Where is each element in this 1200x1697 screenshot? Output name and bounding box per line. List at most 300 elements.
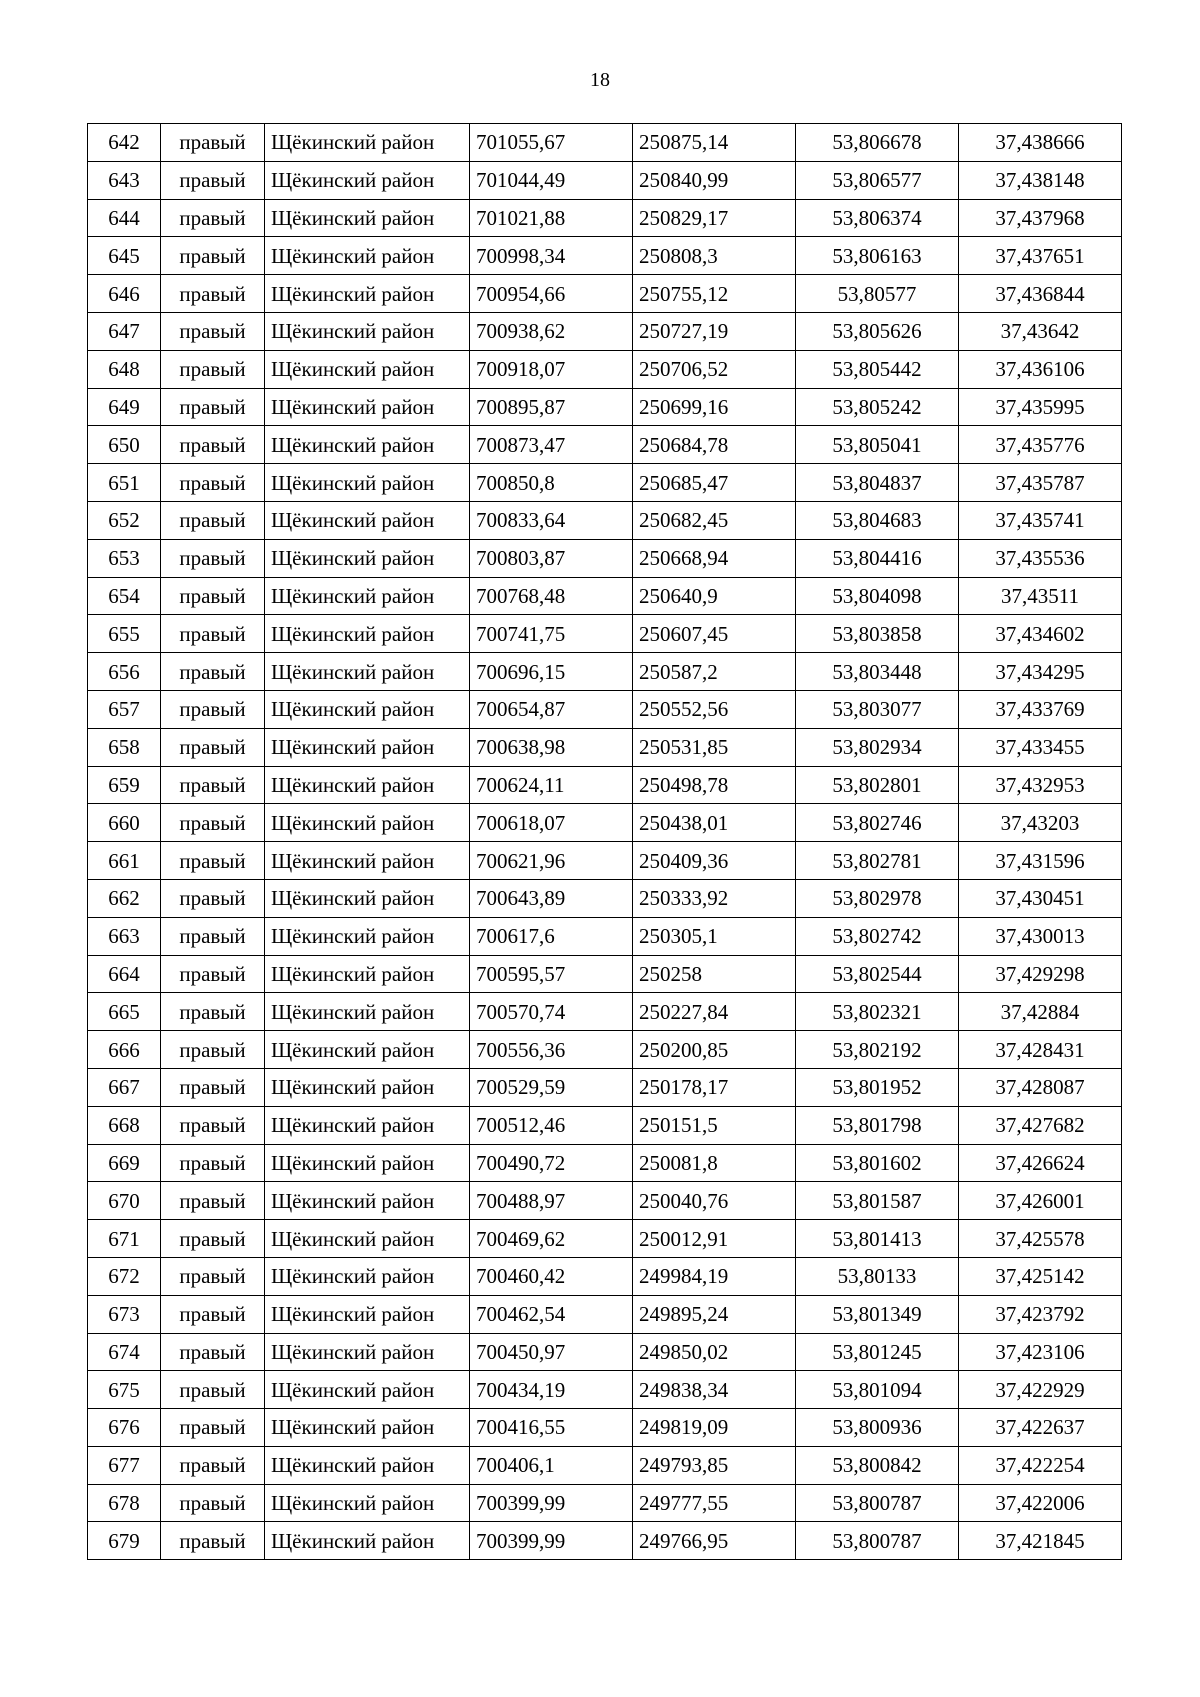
coord-y-cell: 250685,47 [633,464,796,502]
table-row [88,804,1122,842]
latitude-cell: 53,802801 [796,766,959,804]
latitude-cell: 53,804683 [796,501,959,539]
district-cell: Щёкинский район [265,124,470,162]
point-number-cell: 668 [88,1106,161,1144]
bank-side-cell: правый [161,350,265,388]
point-number-cell: 646 [88,275,161,313]
bank-side-cell: правый [161,312,265,350]
point-number-cell: 671 [88,1220,161,1258]
bank-side-cell: правый [161,501,265,539]
point-number-cell: 677 [88,1446,161,1484]
district-cell: Щёкинский район [265,464,470,502]
latitude-cell: 53,801094 [796,1371,959,1409]
point-number-cell: 653 [88,539,161,577]
coord-y-cell: 250178,17 [633,1068,796,1106]
coord-x-cell: 701021,88 [470,199,633,237]
bank-side-cell: правый [161,653,265,691]
coord-x-cell: 700460,42 [470,1257,633,1295]
district-cell: Щёкинский район [265,615,470,653]
district-cell: Щёкинский район [265,804,470,842]
district-cell: Щёкинский район [265,955,470,993]
coord-y-cell: 250040,76 [633,1182,796,1220]
point-number-cell: 670 [88,1182,161,1220]
bank-side-cell: правый [161,1068,265,1106]
point-number-cell: 676 [88,1409,161,1447]
latitude-cell: 53,800787 [796,1522,959,1560]
coord-x-cell: 700434,19 [470,1371,633,1409]
district-cell: Щёкинский район [265,1144,470,1182]
longitude-cell: 37,433769 [959,690,1122,728]
longitude-cell: 37,423792 [959,1295,1122,1333]
bank-side-cell: правый [161,766,265,804]
coord-y-cell: 250840,99 [633,161,796,199]
table-row [88,1182,1122,1220]
table-row [88,312,1122,350]
latitude-cell: 53,800842 [796,1446,959,1484]
point-number-cell: 667 [88,1068,161,1106]
point-number-cell: 666 [88,1031,161,1069]
coord-y-cell: 250258 [633,955,796,993]
longitude-cell: 37,425142 [959,1257,1122,1295]
district-cell: Щёкинский район [265,312,470,350]
longitude-cell: 37,43203 [959,804,1122,842]
longitude-cell: 37,42884 [959,993,1122,1031]
table-row [88,1446,1122,1484]
latitude-cell: 53,801245 [796,1333,959,1371]
latitude-cell: 53,801349 [796,1295,959,1333]
point-number-cell: 659 [88,766,161,804]
table-row [88,1068,1122,1106]
coord-y-cell: 249793,85 [633,1446,796,1484]
point-number-cell: 642 [88,124,161,162]
longitude-cell: 37,438148 [959,161,1122,199]
bank-side-cell: правый [161,539,265,577]
coord-x-cell: 700621,96 [470,842,633,880]
longitude-cell: 37,43511 [959,577,1122,615]
latitude-cell: 53,805242 [796,388,959,426]
coord-x-cell: 700918,07 [470,350,633,388]
latitude-cell: 53,805626 [796,312,959,350]
coord-x-cell: 700462,54 [470,1295,633,1333]
district-cell: Щёкинский район [265,1333,470,1371]
table-row [88,464,1122,502]
district-cell: Щёкинский район [265,1446,470,1484]
longitude-cell: 37,428087 [959,1068,1122,1106]
longitude-cell: 37,425578 [959,1220,1122,1258]
bank-side-cell: правый [161,1295,265,1333]
bank-side-cell: правый [161,1484,265,1522]
latitude-cell: 53,802742 [796,917,959,955]
table-row [88,917,1122,955]
latitude-cell: 53,80577 [796,275,959,313]
longitude-cell: 37,434295 [959,653,1122,691]
latitude-cell: 53,802978 [796,879,959,917]
bank-side-cell: правый [161,804,265,842]
bank-side-cell: правый [161,1220,265,1258]
district-cell: Щёкинский район [265,577,470,615]
bank-side-cell: правый [161,464,265,502]
point-number-cell: 658 [88,728,161,766]
district-cell: Щёкинский район [265,1182,470,1220]
district-cell: Щёкинский район [265,199,470,237]
bank-side-cell: правый [161,388,265,426]
table-row [88,1106,1122,1144]
coord-x-cell: 700741,75 [470,615,633,653]
table-row [88,426,1122,464]
latitude-cell: 53,800936 [796,1409,959,1447]
table-body [88,124,1122,1560]
longitude-cell: 37,435995 [959,388,1122,426]
coord-x-cell: 700654,87 [470,690,633,728]
table-row [88,161,1122,199]
coord-x-cell: 700643,89 [470,879,633,917]
coord-y-cell: 250012,91 [633,1220,796,1258]
longitude-cell: 37,43642 [959,312,1122,350]
coord-x-cell: 700595,57 [470,955,633,993]
coord-y-cell: 250333,92 [633,879,796,917]
latitude-cell: 53,800787 [796,1484,959,1522]
point-number-cell: 678 [88,1484,161,1522]
point-number-cell: 665 [88,993,161,1031]
longitude-cell: 37,422929 [959,1371,1122,1409]
coord-x-cell: 700938,62 [470,312,633,350]
latitude-cell: 53,803077 [796,690,959,728]
table-row [88,539,1122,577]
point-number-cell: 650 [88,426,161,464]
latitude-cell: 53,802544 [796,955,959,993]
coord-x-cell: 700529,59 [470,1068,633,1106]
coord-x-cell: 701055,67 [470,124,633,162]
coord-x-cell: 700803,87 [470,539,633,577]
longitude-cell: 37,422254 [959,1446,1122,1484]
point-number-cell: 661 [88,842,161,880]
latitude-cell: 53,806678 [796,124,959,162]
bank-side-cell: правый [161,1257,265,1295]
bank-side-cell: правый [161,728,265,766]
point-number-cell: 669 [88,1144,161,1182]
coord-y-cell: 250438,01 [633,804,796,842]
bank-side-cell: правый [161,1522,265,1560]
latitude-cell: 53,802934 [796,728,959,766]
table-row [88,1144,1122,1182]
point-number-cell: 664 [88,955,161,993]
latitude-cell: 53,804837 [796,464,959,502]
coord-x-cell: 700450,97 [470,1333,633,1371]
bank-side-cell: правый [161,577,265,615]
district-cell: Щёкинский район [265,1031,470,1069]
bank-side-cell: правый [161,1409,265,1447]
bank-side-cell: правый [161,917,265,955]
latitude-cell: 53,802781 [796,842,959,880]
district-cell: Щёкинский район [265,1106,470,1144]
longitude-cell: 37,427682 [959,1106,1122,1144]
table-row [88,766,1122,804]
latitude-cell: 53,806374 [796,199,959,237]
point-number-cell: 655 [88,615,161,653]
longitude-cell: 37,421845 [959,1522,1122,1560]
coord-x-cell: 700416,55 [470,1409,633,1447]
longitude-cell: 37,434602 [959,615,1122,653]
coord-y-cell: 250498,78 [633,766,796,804]
latitude-cell: 53,80133 [796,1257,959,1295]
coord-y-cell: 250151,5 [633,1106,796,1144]
coord-x-cell: 700895,87 [470,388,633,426]
latitude-cell: 53,805442 [796,350,959,388]
table-row [88,1333,1122,1371]
coord-y-cell: 250727,19 [633,312,796,350]
district-cell: Щёкинский район [265,1484,470,1522]
district-cell: Щёкинский район [265,1371,470,1409]
coord-x-cell: 700469,62 [470,1220,633,1258]
coord-x-cell: 700618,07 [470,804,633,842]
bank-side-cell: правый [161,1371,265,1409]
table-row [88,1371,1122,1409]
coord-y-cell: 250640,9 [633,577,796,615]
coord-x-cell: 700624,11 [470,766,633,804]
longitude-cell: 37,438666 [959,124,1122,162]
point-number-cell: 654 [88,577,161,615]
district-cell: Щёкинский район [265,388,470,426]
point-number-cell: 673 [88,1295,161,1333]
coord-x-cell: 700399,99 [470,1484,633,1522]
latitude-cell: 53,805041 [796,426,959,464]
longitude-cell: 37,432953 [959,766,1122,804]
district-cell: Щёкинский район [265,161,470,199]
coord-y-cell: 249984,19 [633,1257,796,1295]
point-number-cell: 651 [88,464,161,502]
point-number-cell: 645 [88,237,161,275]
table-row [88,275,1122,313]
table-row [88,577,1122,615]
coord-x-cell: 700556,36 [470,1031,633,1069]
latitude-cell: 53,801798 [796,1106,959,1144]
coord-y-cell: 250755,12 [633,275,796,313]
coord-y-cell: 250607,45 [633,615,796,653]
point-number-cell: 649 [88,388,161,426]
coord-x-cell: 700488,97 [470,1182,633,1220]
table-row [88,728,1122,766]
longitude-cell: 37,437968 [959,199,1122,237]
table-row [88,955,1122,993]
bank-side-cell: правый [161,161,265,199]
bank-side-cell: правый [161,955,265,993]
bank-side-cell: правый [161,1106,265,1144]
coord-y-cell: 250668,94 [633,539,796,577]
table-row [88,237,1122,275]
longitude-cell: 37,435787 [959,464,1122,502]
table-row [88,1031,1122,1069]
point-number-cell: 660 [88,804,161,842]
district-cell: Щёкинский район [265,879,470,917]
coord-y-cell: 250875,14 [633,124,796,162]
coord-x-cell: 700406,1 [470,1446,633,1484]
point-number-cell: 672 [88,1257,161,1295]
coord-x-cell: 700638,98 [470,728,633,766]
table-row [88,690,1122,728]
table-row [88,1522,1122,1560]
district-cell: Щёкинский район [265,237,470,275]
table-row [88,1257,1122,1295]
table-row [88,653,1122,691]
district-cell: Щёкинский район [265,539,470,577]
longitude-cell: 37,433455 [959,728,1122,766]
bank-side-cell: правый [161,615,265,653]
table-row [88,1220,1122,1258]
table-row [88,1295,1122,1333]
bank-side-cell: правый [161,842,265,880]
table-row [88,124,1122,162]
longitude-cell: 37,435536 [959,539,1122,577]
longitude-cell: 37,435776 [959,426,1122,464]
district-cell: Щёкинский район [265,275,470,313]
point-number-cell: 675 [88,1371,161,1409]
latitude-cell: 53,801413 [796,1220,959,1258]
point-number-cell: 643 [88,161,161,199]
bank-side-cell: правый [161,1182,265,1220]
coord-x-cell: 700570,74 [470,993,633,1031]
coord-x-cell: 700833,64 [470,501,633,539]
table-row [88,1409,1122,1447]
longitude-cell: 37,428431 [959,1031,1122,1069]
district-cell: Щёкинский район [265,728,470,766]
coord-y-cell: 250587,2 [633,653,796,691]
longitude-cell: 37,431596 [959,842,1122,880]
district-cell: Щёкинский район [265,1220,470,1258]
coord-y-cell: 249838,34 [633,1371,796,1409]
table-row [88,842,1122,880]
bank-side-cell: правый [161,199,265,237]
bank-side-cell: правый [161,993,265,1031]
latitude-cell: 53,802746 [796,804,959,842]
table-row [88,879,1122,917]
coord-x-cell: 700696,15 [470,653,633,691]
coord-x-cell: 700850,8 [470,464,633,502]
bank-side-cell: правый [161,1446,265,1484]
coord-y-cell: 250808,3 [633,237,796,275]
longitude-cell: 37,426624 [959,1144,1122,1182]
coord-y-cell: 250706,52 [633,350,796,388]
table-row [88,199,1122,237]
latitude-cell: 53,802192 [796,1031,959,1069]
bank-side-cell: правый [161,1031,265,1069]
longitude-cell: 37,436844 [959,275,1122,313]
bank-side-cell: правый [161,275,265,313]
coord-y-cell: 249850,02 [633,1333,796,1371]
coord-x-cell: 700512,46 [470,1106,633,1144]
point-number-cell: 652 [88,501,161,539]
longitude-cell: 37,437651 [959,237,1122,275]
district-cell: Щёкинский район [265,993,470,1031]
district-cell: Щёкинский район [265,1409,470,1447]
coord-y-cell: 249895,24 [633,1295,796,1333]
coord-y-cell: 250305,1 [633,917,796,955]
table-row [88,615,1122,653]
coord-x-cell: 700873,47 [470,426,633,464]
district-cell: Щёкинский район [265,917,470,955]
district-cell: Щёкинский район [265,1257,470,1295]
latitude-cell: 53,802321 [796,993,959,1031]
coord-x-cell: 700998,34 [470,237,633,275]
latitude-cell: 53,806577 [796,161,959,199]
point-number-cell: 647 [88,312,161,350]
longitude-cell: 37,426001 [959,1182,1122,1220]
coord-y-cell: 250699,16 [633,388,796,426]
coord-x-cell: 700490,72 [470,1144,633,1182]
coord-y-cell: 249777,55 [633,1484,796,1522]
point-number-cell: 657 [88,690,161,728]
latitude-cell: 53,804098 [796,577,959,615]
bank-side-cell: правый [161,1144,265,1182]
district-cell: Щёкинский район [265,426,470,464]
point-number-cell: 648 [88,350,161,388]
longitude-cell: 37,430013 [959,917,1122,955]
table-row [88,350,1122,388]
longitude-cell: 37,423106 [959,1333,1122,1371]
coord-x-cell: 700768,48 [470,577,633,615]
bank-side-cell: правый [161,124,265,162]
latitude-cell: 53,803858 [796,615,959,653]
point-number-cell: 656 [88,653,161,691]
coord-y-cell: 250409,36 [633,842,796,880]
district-cell: Щёкинский район [265,842,470,880]
page-number: 18 [590,69,610,91]
point-number-cell: 644 [88,199,161,237]
district-cell: Щёкинский район [265,1068,470,1106]
coord-y-cell: 250227,84 [633,993,796,1031]
longitude-cell: 37,422006 [959,1484,1122,1522]
bank-side-cell: правый [161,426,265,464]
latitude-cell: 53,803448 [796,653,959,691]
coord-y-cell: 249766,95 [633,1522,796,1560]
table-row [88,1484,1122,1522]
district-cell: Щёкинский район [265,1522,470,1560]
district-cell: Щёкинский район [265,653,470,691]
bank-side-cell: правый [161,879,265,917]
coord-y-cell: 250684,78 [633,426,796,464]
coord-y-cell: 249819,09 [633,1409,796,1447]
latitude-cell: 53,801602 [796,1144,959,1182]
longitude-cell: 37,429298 [959,955,1122,993]
coord-y-cell: 250531,85 [633,728,796,766]
coord-y-cell: 250081,8 [633,1144,796,1182]
coord-y-cell: 250682,45 [633,501,796,539]
longitude-cell: 37,436106 [959,350,1122,388]
table-row [88,388,1122,426]
coord-x-cell: 701044,49 [470,161,633,199]
latitude-cell: 53,804416 [796,539,959,577]
latitude-cell: 53,806163 [796,237,959,275]
table-row [88,993,1122,1031]
bank-side-cell: правый [161,237,265,275]
district-cell: Щёкинский район [265,350,470,388]
coord-y-cell: 250552,56 [633,690,796,728]
longitude-cell: 37,422637 [959,1409,1122,1447]
coordinates-table [87,123,1122,1560]
coord-x-cell: 700617,6 [470,917,633,955]
coord-y-cell: 250200,85 [633,1031,796,1069]
coord-x-cell: 700399,99 [470,1522,633,1560]
longitude-cell: 37,435741 [959,501,1122,539]
latitude-cell: 53,801952 [796,1068,959,1106]
point-number-cell: 662 [88,879,161,917]
coord-y-cell: 250829,17 [633,199,796,237]
point-number-cell: 663 [88,917,161,955]
bank-side-cell: правый [161,690,265,728]
latitude-cell: 53,801587 [796,1182,959,1220]
district-cell: Щёкинский район [265,1295,470,1333]
coord-x-cell: 700954,66 [470,275,633,313]
point-number-cell: 674 [88,1333,161,1371]
